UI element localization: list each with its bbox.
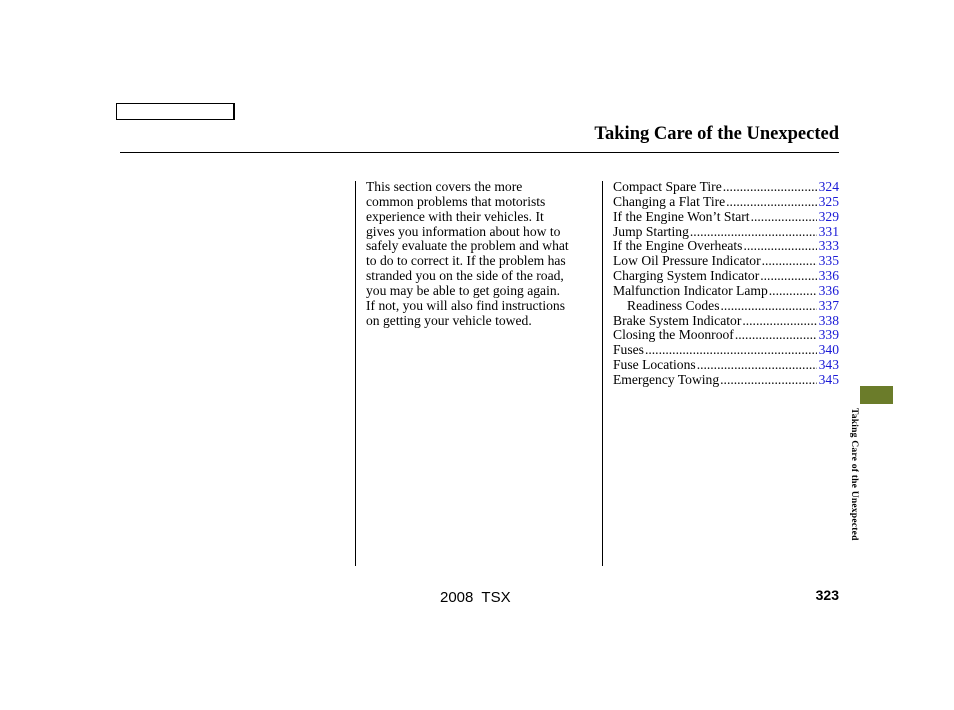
toc-label: Fuse Locations	[613, 357, 696, 373]
toc-page-link[interactable]: 333	[818, 238, 839, 254]
toc-label: Malfunction Indicator Lamp	[613, 282, 768, 298]
toc-leader	[726, 195, 816, 210]
toc-entry-changing-a-flat-tire[interactable]	[613, 195, 839, 210]
toc-page-link[interactable]: 340	[818, 342, 839, 358]
intro-line: to do to correct it. If the problem has	[366, 253, 566, 269]
toc-leader	[762, 254, 817, 269]
toc-page-link[interactable]: 338	[818, 312, 839, 328]
toc-entry-fuses[interactable]	[613, 343, 839, 358]
intro-line: This section covers the more	[366, 179, 523, 194]
toc-page-link[interactable]: 345	[818, 371, 839, 387]
toc-leader	[769, 284, 817, 299]
toc-entry-low-oil-pressure[interactable]	[613, 254, 839, 269]
toc-leader	[743, 239, 816, 254]
toc-entry-engine-wont-start[interactable]	[613, 210, 839, 225]
intro-line: safely evaluate the problem and what	[366, 238, 569, 254]
toc-label: Low Oil Pressure Indicator	[613, 253, 761, 269]
toc-entry-emergency-towing[interactable]	[613, 373, 839, 388]
footer-model: 2008 TSX	[440, 589, 511, 606]
page-title: Taking Care of the Unexpected	[594, 124, 839, 144]
toc-label: Readiness Codes	[627, 297, 720, 313]
toc-leader	[751, 210, 817, 225]
toc-page-link[interactable]: 337	[818, 297, 839, 313]
column-divider-right	[602, 181, 603, 566]
section-tab-label: Taking Care of the Unexpected	[849, 408, 860, 541]
toc-page-link[interactable]: 335	[818, 253, 839, 269]
toc-leader	[760, 269, 816, 284]
intro-paragraph	[366, 180, 598, 328]
intro-line: you may be able to get going again.	[366, 282, 561, 298]
toc-label: Changing a Flat Tire	[613, 193, 726, 209]
section-tab[interactable]	[860, 386, 893, 404]
footer-page-number: 323	[815, 587, 839, 603]
intro-line: on getting your vehicle towed.	[366, 312, 532, 328]
toc-label: Closing the Moonroof	[613, 327, 734, 343]
toc-page-link[interactable]: 339	[818, 327, 839, 343]
toc-entry-charging-system[interactable]	[613, 269, 839, 284]
toc-entry-brake-system[interactable]	[613, 314, 839, 329]
toc-label: Jump Starting	[613, 223, 689, 239]
toc-entry-engine-overheats[interactable]	[613, 239, 839, 254]
toc-label: Emergency Towing	[613, 371, 720, 387]
toc-leader	[735, 328, 817, 343]
toc-leader	[697, 358, 817, 373]
intro-line: stranded you on the side of the road,	[366, 268, 564, 284]
toc-page-link[interactable]: 343	[818, 357, 839, 373]
toc-entry-compact-spare-tire[interactable]	[613, 180, 839, 195]
toc-page-link[interactable]: 325	[818, 193, 839, 209]
toc-entry-malfunction-indicator[interactable]	[613, 284, 839, 299]
intro-line: experience with their vehicles. It	[366, 208, 544, 224]
toc-page-link[interactable]: 336	[818, 268, 839, 284]
toc-label: Fuses	[613, 342, 644, 358]
toc-page-link[interactable]: 329	[818, 208, 839, 224]
toc-leader	[690, 225, 817, 240]
toc-label: If the Engine Overheats	[613, 238, 743, 254]
toc-leader	[720, 373, 816, 388]
toc-label: If the Engine Won’t Start	[613, 208, 750, 224]
intro-line: If not, you will also find instructions	[366, 297, 565, 313]
toc-entry-fuse-locations[interactable]	[613, 358, 839, 373]
intro-line: common problems that motorists	[366, 193, 546, 209]
toc-entry-jump-starting[interactable]	[613, 225, 839, 240]
nav-box	[116, 103, 235, 120]
toc-label: Compact Spare Tire	[613, 179, 722, 194]
toc-leader	[723, 180, 817, 195]
table-of-contents	[613, 180, 839, 388]
header-rule	[120, 152, 839, 153]
toc-leader	[721, 299, 817, 314]
toc-entry-closing-moonroof[interactable]	[613, 328, 839, 343]
toc-entry-readiness-codes[interactable]	[613, 299, 839, 314]
intro-line: gives you information about how to	[366, 223, 561, 239]
toc-label: Brake System Indicator	[613, 312, 742, 328]
toc-page-link[interactable]: 331	[818, 223, 839, 239]
toc-leader	[645, 343, 817, 358]
toc-label: Charging System Indicator	[613, 268, 760, 284]
toc-page-link[interactable]: 324	[818, 179, 839, 194]
toc-page-link[interactable]: 336	[818, 282, 839, 298]
column-divider-left	[355, 181, 356, 566]
toc-leader	[742, 314, 816, 329]
